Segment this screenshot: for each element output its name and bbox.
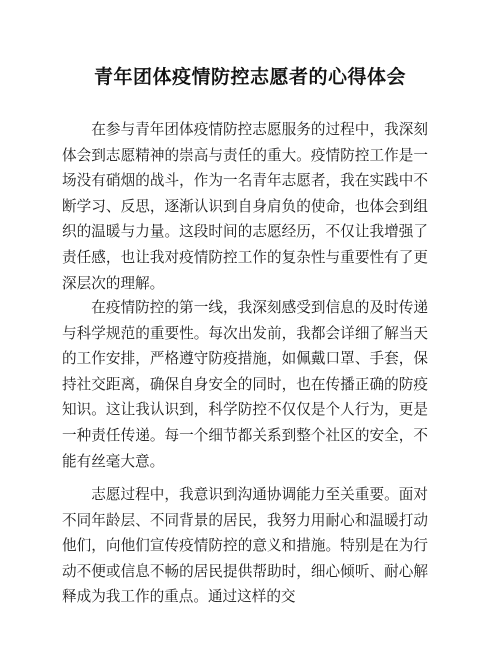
paragraph-1: 在参与青年团体疫情防控志愿服务的过程中，我深刻体会到志愿精神的崇高与责任的重大。疫情防控工作是一场没有硝烟的战斗，作为一名青年志愿者，我在实践中不断学习、反思，逐渐认识到自身肩负的使命，也体会到组织的温暖与力量。这段时间的志愿经历，不仅让我增强了责任感，也让我对疫情防控工作的复杂性与重要性有了更深层次的理解。 [62, 121, 428, 292]
paragraph-2: 在疫情防控的第一线，我深刻感受到信息的及时传递与科学规范的重要性。每次出发前，我都会详细了解当天的工作安排，严格遵守防疫措施，如佩戴口罩、手套，保持社交距离，确保自身安全的同时，也在传播正确的防疫知识。这让我认识到，科学防控不仅仅是个人行为，更是一种责任传递。每一个细节都关系到整个社区的安全，不能有丝毫大意。 [62, 299, 428, 470]
paragraph-3: 志愿过程中，我意识到沟通协调能力至关重要。面对不同年龄层、不同背景的居民，我努力用耐心和温暖打动他们，向他们宣传疫情防控的意义和措施。特别是在为行动不便或信息不畅的居民提供帮助时，细心倾听、耐心解释成为我工作的重点。通过这样的交 [62, 486, 428, 606]
document-title: 青年团体疫情防控志愿者的心得体会 [93, 66, 406, 88]
